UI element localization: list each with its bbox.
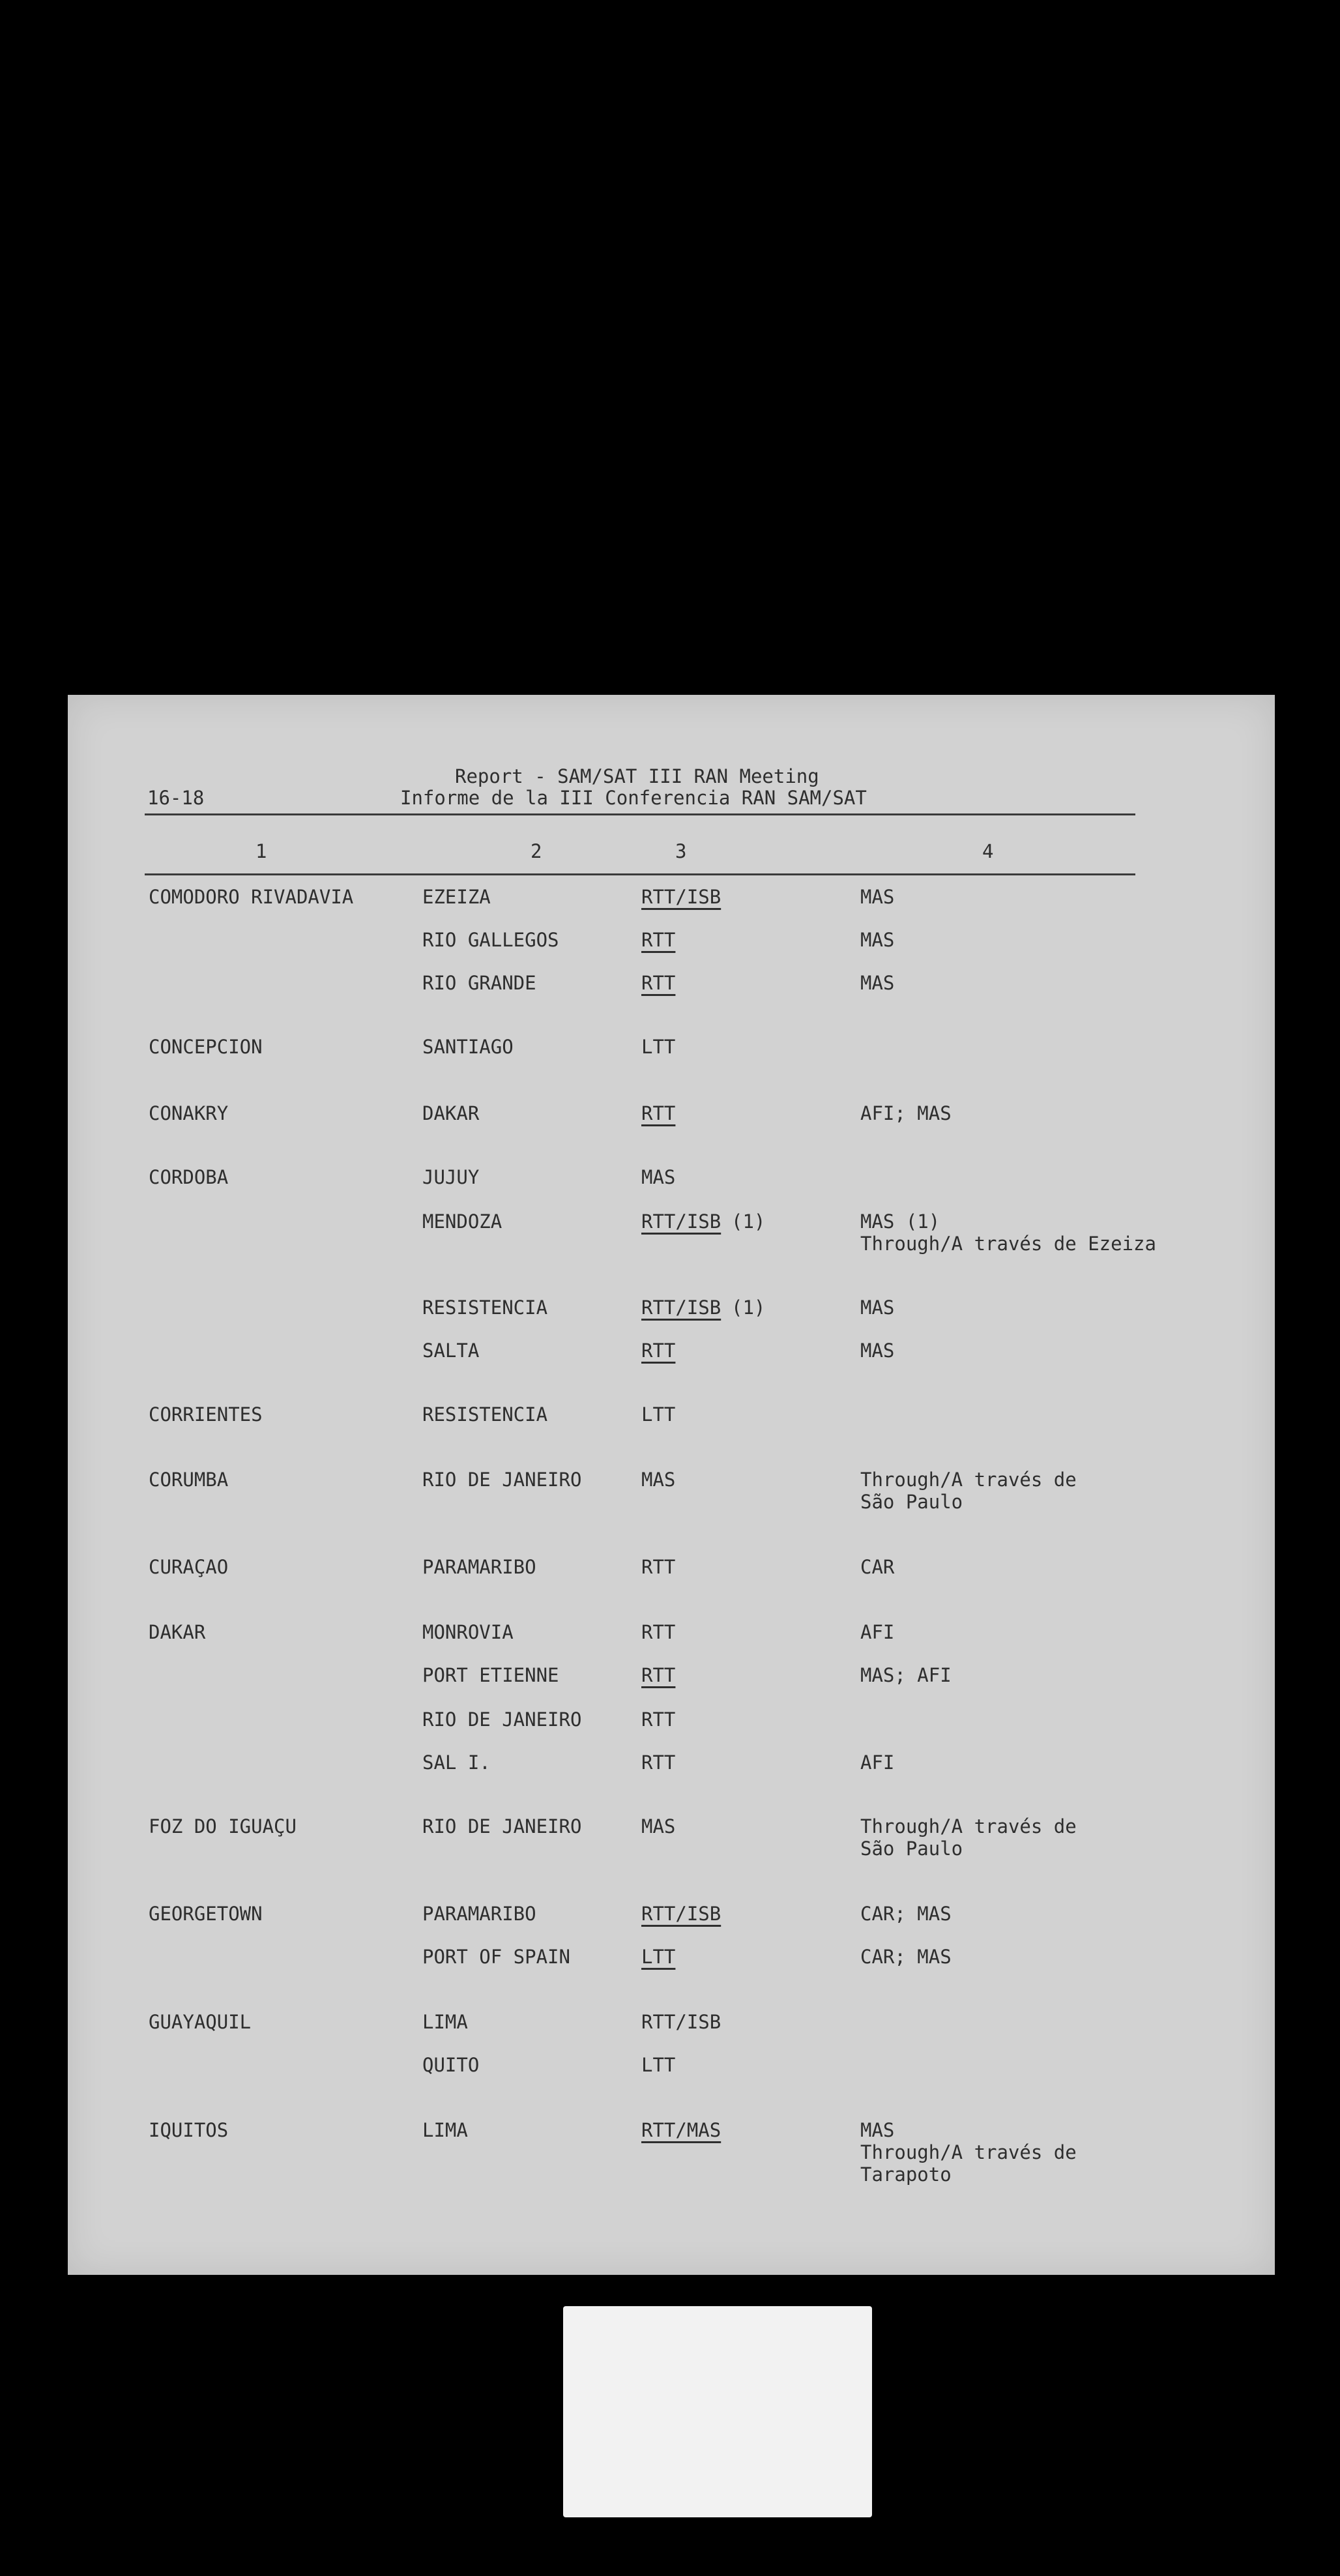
row-circuit-type: MAS bbox=[641, 1815, 676, 1837]
row-remarks-line2: São Paulo bbox=[860, 1491, 963, 1513]
row-destination: SANTIAGO bbox=[422, 1036, 514, 1058]
row-circuit-type: LTT bbox=[641, 1946, 676, 1968]
row-remarks: MAS bbox=[860, 1296, 895, 1319]
row-remarks: MAS; AFI bbox=[860, 1664, 952, 1686]
row-circuit-note: (1) bbox=[731, 1210, 766, 1233]
blank-card bbox=[563, 2306, 872, 2517]
row-circuit-type: RTT/ISB bbox=[641, 886, 721, 908]
row-circuit-type: MAS bbox=[641, 1166, 676, 1188]
column-header-4: 4 bbox=[982, 840, 994, 862]
row-destination: MONROVIA bbox=[422, 1621, 514, 1643]
row-destination: MENDOZA bbox=[422, 1210, 502, 1233]
page-number: 16-18 bbox=[147, 787, 205, 809]
report-title-english: Report - SAM/SAT III RAN Meeting bbox=[455, 765, 819, 787]
row-destination: RIO DE JANEIRO bbox=[422, 1708, 582, 1731]
row-destination: RIO DE JANEIRO bbox=[422, 1469, 582, 1491]
row-destination: RIO GRANDE bbox=[422, 972, 536, 994]
column-header-1: 1 bbox=[255, 840, 267, 862]
row-origin: CORDOBA bbox=[149, 1166, 229, 1188]
row-destination: RESISTENCIA bbox=[422, 1403, 548, 1426]
row-remarks: MAS bbox=[860, 2119, 895, 2141]
row-circuit-type: RTT bbox=[641, 1621, 676, 1643]
row-remarks: MAS bbox=[860, 1339, 895, 1362]
row-destination: QUITO bbox=[422, 2054, 480, 2076]
row-origin: FOZ DO IGUAÇU bbox=[149, 1815, 297, 1837]
row-circuit-type: RTT bbox=[641, 972, 676, 994]
row-remarks: AFI bbox=[860, 1751, 895, 1774]
column-header-rule bbox=[145, 873, 1135, 875]
row-circuit-type: RTT/ISB bbox=[641, 1903, 721, 1925]
row-origin: CORUMBA bbox=[149, 1469, 229, 1491]
row-destination: SALTA bbox=[422, 1339, 480, 1362]
row-circuit-type: LTT bbox=[641, 2054, 676, 2076]
row-origin: COMODORO RIVADAVIA bbox=[149, 886, 354, 908]
row-circuit-type: MAS bbox=[641, 1469, 676, 1491]
row-remarks: MAS bbox=[860, 886, 895, 908]
row-circuit-type: RTT bbox=[641, 1556, 676, 1578]
row-destination: PARAMARIBO bbox=[422, 1903, 536, 1925]
column-header-3: 3 bbox=[675, 840, 687, 862]
row-circuit-type: RTT/ISB bbox=[641, 1210, 721, 1233]
row-remarks: AFI bbox=[860, 1621, 895, 1643]
row-origin: CONCEPCION bbox=[149, 1036, 263, 1058]
row-remarks-line2: Through/A través de Ezeiza bbox=[860, 1233, 1156, 1255]
row-destination: RIO DE JANEIRO bbox=[422, 1815, 582, 1837]
row-remarks: CAR; MAS bbox=[860, 1946, 952, 1968]
row-destination: RIO GALLEGOS bbox=[422, 929, 559, 951]
row-remarks: MAS (1) bbox=[860, 1210, 940, 1233]
row-origin: CURAÇAO bbox=[149, 1556, 229, 1578]
row-circuit-type: RTT/ISB bbox=[641, 2011, 721, 2033]
row-remarks-line3: Tarapoto bbox=[860, 2163, 952, 2186]
row-destination: PORT ETIENNE bbox=[422, 1664, 559, 1686]
row-destination: LIMA bbox=[422, 2119, 468, 2141]
row-circuit-note: (1) bbox=[731, 1296, 766, 1319]
row-remarks-line2: Through/A través de bbox=[860, 2141, 1077, 2163]
row-destination: PORT OF SPAIN bbox=[422, 1946, 570, 1968]
row-destination: EZEIZA bbox=[422, 886, 491, 908]
row-destination: SAL I. bbox=[422, 1751, 491, 1774]
row-circuit-type: RTT bbox=[641, 1339, 676, 1362]
row-origin: CORRIENTES bbox=[149, 1403, 263, 1426]
row-remarks: CAR; MAS bbox=[860, 1903, 952, 1925]
row-destination: LIMA bbox=[422, 2011, 468, 2033]
header-rule bbox=[145, 813, 1135, 815]
row-remarks: MAS bbox=[860, 972, 895, 994]
row-circuit-type: LTT bbox=[641, 1036, 676, 1058]
row-destination: DAKAR bbox=[422, 1102, 480, 1124]
row-remarks: CAR bbox=[860, 1556, 895, 1578]
row-circuit-type: RTT bbox=[641, 929, 676, 951]
row-circuit-type: RTT bbox=[641, 1664, 676, 1686]
row-origin: GEORGETOWN bbox=[149, 1903, 263, 1925]
row-circuit-type: RTT bbox=[641, 1751, 676, 1774]
row-origin: GUAYAQUIL bbox=[149, 2011, 252, 2033]
row-circuit-type: RTT/ISB bbox=[641, 1296, 721, 1319]
row-remarks: AFI; MAS bbox=[860, 1102, 952, 1124]
row-circuit-type: RTT/MAS bbox=[641, 2119, 721, 2141]
row-destination: PARAMARIBO bbox=[422, 1556, 536, 1578]
row-circuit-type: LTT bbox=[641, 1403, 676, 1426]
report-title-spanish: Informe de la III Conferencia RAN SAM/SAT bbox=[400, 787, 867, 809]
column-header-2: 2 bbox=[531, 840, 542, 862]
row-remarks: Through/A través de bbox=[860, 1815, 1077, 1837]
row-remarks: Through/A través de bbox=[860, 1469, 1077, 1491]
row-remarks: MAS bbox=[860, 929, 895, 951]
row-remarks-line2: São Paulo bbox=[860, 1837, 963, 1860]
row-origin: IQUITOS bbox=[149, 2119, 229, 2141]
row-origin: DAKAR bbox=[149, 1621, 206, 1643]
row-circuit-type: RTT bbox=[641, 1708, 676, 1731]
row-origin: CONAKRY bbox=[149, 1102, 229, 1124]
row-destination: RESISTENCIA bbox=[422, 1296, 548, 1319]
row-circuit-type: RTT bbox=[641, 1102, 676, 1124]
row-destination: JUJUY bbox=[422, 1166, 480, 1188]
